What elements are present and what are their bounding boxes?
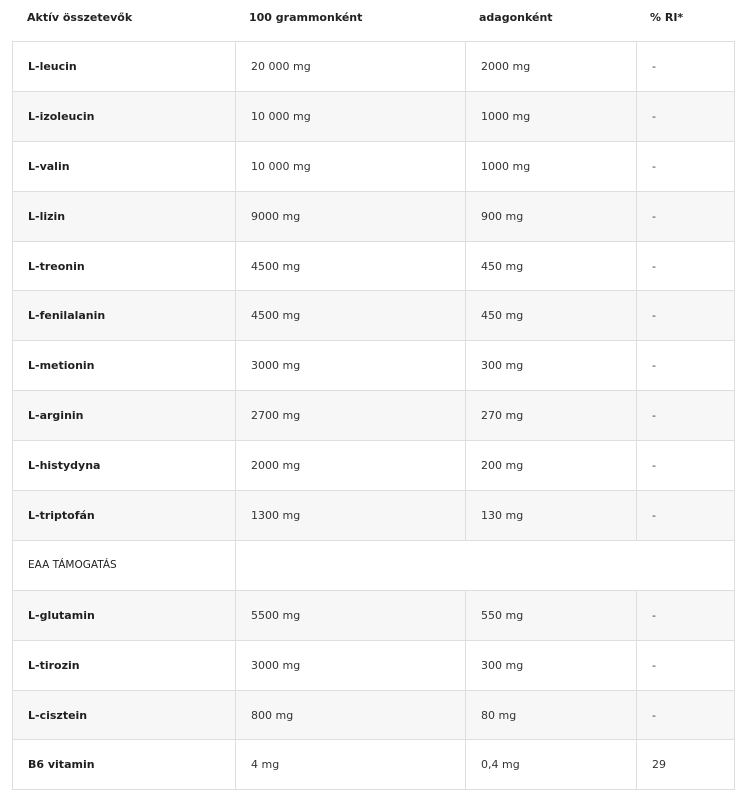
value-ri-percent: - xyxy=(636,92,736,141)
header-per-100g: 100 grammonként xyxy=(249,11,363,24)
value-per-serving: 450 mg xyxy=(465,291,636,340)
value-per-100g: 9000 mg xyxy=(235,192,465,241)
table-row xyxy=(12,242,735,292)
value-per-serving: 200 mg xyxy=(465,441,636,490)
table-header-row xyxy=(12,0,735,42)
table-row xyxy=(12,591,735,641)
table-body-essential xyxy=(12,42,735,541)
header-active-ingredients: Aktív összetevők xyxy=(27,11,133,24)
value-ri-percent: - xyxy=(636,491,736,540)
table-row xyxy=(12,142,735,192)
value-per-serving: 2000 mg xyxy=(465,42,636,91)
table-row xyxy=(12,92,735,142)
value-per-serving: 900 mg xyxy=(465,192,636,241)
value-ri-percent: - xyxy=(636,691,736,740)
value-ri-percent: - xyxy=(636,242,736,291)
ingredient-name: L-leucin xyxy=(28,59,77,73)
table-row xyxy=(12,740,735,790)
table-row xyxy=(12,441,735,491)
value-ri-percent: - xyxy=(636,441,736,490)
ingredient-name: L-triptofán xyxy=(28,508,95,522)
value-ri-percent: - xyxy=(636,591,736,640)
value-per-100g: 5500 mg xyxy=(235,591,465,640)
section-fill xyxy=(235,541,736,590)
value-ri-percent: - xyxy=(636,291,736,340)
value-per-100g: 2700 mg xyxy=(235,391,465,440)
value-ri-percent: - xyxy=(636,142,736,191)
value-per-100g: 20 000 mg xyxy=(235,42,465,91)
value-per-serving: 300 mg xyxy=(465,341,636,390)
value-per-100g: 3000 mg xyxy=(235,341,465,390)
value-ri-percent: 29 xyxy=(636,740,736,789)
ingredient-name: L-glutamin xyxy=(28,608,95,622)
table-row xyxy=(12,291,735,341)
value-per-100g: 800 mg xyxy=(235,691,465,740)
table-row xyxy=(12,391,735,441)
ingredient-name: L-arginin xyxy=(28,409,84,423)
ingredient-name: L-valin xyxy=(28,159,70,173)
table-row xyxy=(12,641,735,691)
ingredient-name: L-izoleucin xyxy=(28,109,95,123)
value-per-100g: 3000 mg xyxy=(235,641,465,690)
value-per-100g: 10 000 mg xyxy=(235,142,465,191)
ingredient-name: B6 vitamin xyxy=(28,758,95,772)
value-per-serving: 0,4 mg xyxy=(465,740,636,789)
header-per-serving: adagonként xyxy=(479,11,553,24)
value-ri-percent: - xyxy=(636,42,736,91)
ingredient-name: L-metionin xyxy=(28,359,95,373)
value-ri-percent: - xyxy=(636,341,736,390)
ingredient-name: L-lizin xyxy=(28,209,66,223)
ingredient-name: L-histydyna xyxy=(28,459,101,473)
ingredient-name: L-treonin xyxy=(28,259,85,273)
nutrition-table xyxy=(12,0,735,790)
value-per-serving: 80 mg xyxy=(465,691,636,740)
ingredient-name: L-fenilalanin xyxy=(28,309,106,323)
value-per-serving: 1000 mg xyxy=(465,92,636,141)
ingredient-name: L-tirozin xyxy=(28,658,80,672)
value-ri-percent: - xyxy=(636,641,736,690)
value-per-serving: 550 mg xyxy=(465,591,636,640)
value-per-100g: 1300 mg xyxy=(235,491,465,540)
table-row xyxy=(12,42,735,92)
table-row xyxy=(12,341,735,391)
value-per-100g: 4500 mg xyxy=(235,291,465,340)
value-per-100g: 2000 mg xyxy=(235,441,465,490)
value-per-100g: 4500 mg xyxy=(235,242,465,291)
header-ri-percent: % RI* xyxy=(650,11,684,24)
value-per-serving: 1000 mg xyxy=(465,142,636,191)
value-per-serving: 450 mg xyxy=(465,242,636,291)
value-per-serving: 270 mg xyxy=(465,391,636,440)
table-body-support xyxy=(12,591,735,791)
table-row xyxy=(12,691,735,741)
value-per-serving: 300 mg xyxy=(465,641,636,690)
table-row xyxy=(12,192,735,242)
value-per-100g: 4 mg xyxy=(235,740,465,789)
value-per-100g: 10 000 mg xyxy=(235,92,465,141)
ingredient-name: L-cisztein xyxy=(28,708,88,722)
value-ri-percent: - xyxy=(636,192,736,241)
section-row-eaa-support xyxy=(12,541,735,591)
value-per-serving: 130 mg xyxy=(465,491,636,540)
table-row xyxy=(12,491,735,541)
value-ri-percent: - xyxy=(636,391,736,440)
section-label: EAA TÁMOGATÁS xyxy=(28,559,117,572)
